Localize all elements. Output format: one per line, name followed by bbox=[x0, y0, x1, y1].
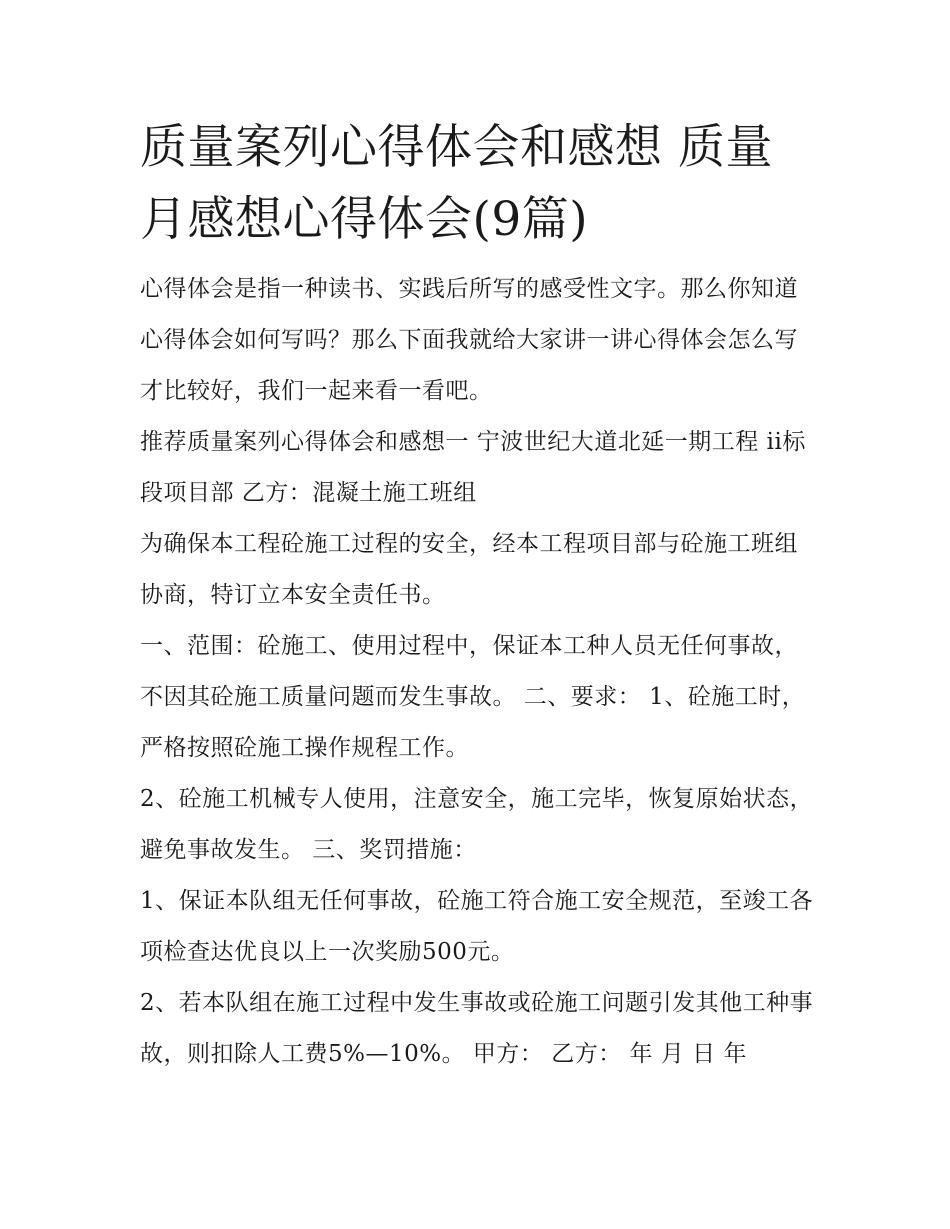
paragraph-scope: 一、范围：砼施工、使用过程中，保证本工种人员无任何事故，不因其砼施工质量问题而发生事故。 二、要求： 1、砼施工时，严格按照砼施工操作规程工作。 bbox=[140, 633, 806, 761]
paragraph-reward: 1、保证本队组无任何事故，砼施工符合施工安全规范，至竣工各项检查达优良以上一次奖励500元。 bbox=[140, 888, 814, 965]
document-title: 质量案列心得体会和感想 质量月感想心得体会(9篇) bbox=[140, 120, 773, 247]
document-page bbox=[140, 112, 820, 1080]
paragraph-purpose: 为确保本工程砼施工过程的安全，经本工程项目部与砼施工班组协商，特订立本安全责任书。 bbox=[140, 531, 798, 608]
paragraph-recommend: 推荐质量案列心得体会和感想一 宁波世纪大道北延一期工程 ii标段项目部 乙方：混凝土施工班组 bbox=[140, 429, 806, 506]
paragraph-penalty: 2、若本队组在施工过程中发生事故或砼施工问题引发其他工种事故，则扣除人工费5%—10%。 甲方： 乙方： 年 月 日 年 bbox=[140, 990, 814, 1067]
paragraph-machinery: 2、砼施工机械专人使用，注意安全，施工完毕，恢复原始状态，避免事故发生。 三、奖罚措施： bbox=[140, 786, 814, 863]
paragraph-intro: 心得体会是指一种读书、实践后所写的感受性文字。那么你知道心得体会如何写吗？那么下面我就给大家讲一讲心得体会怎么写才比较好，我们一起来看一看吧。 bbox=[140, 276, 798, 404]
